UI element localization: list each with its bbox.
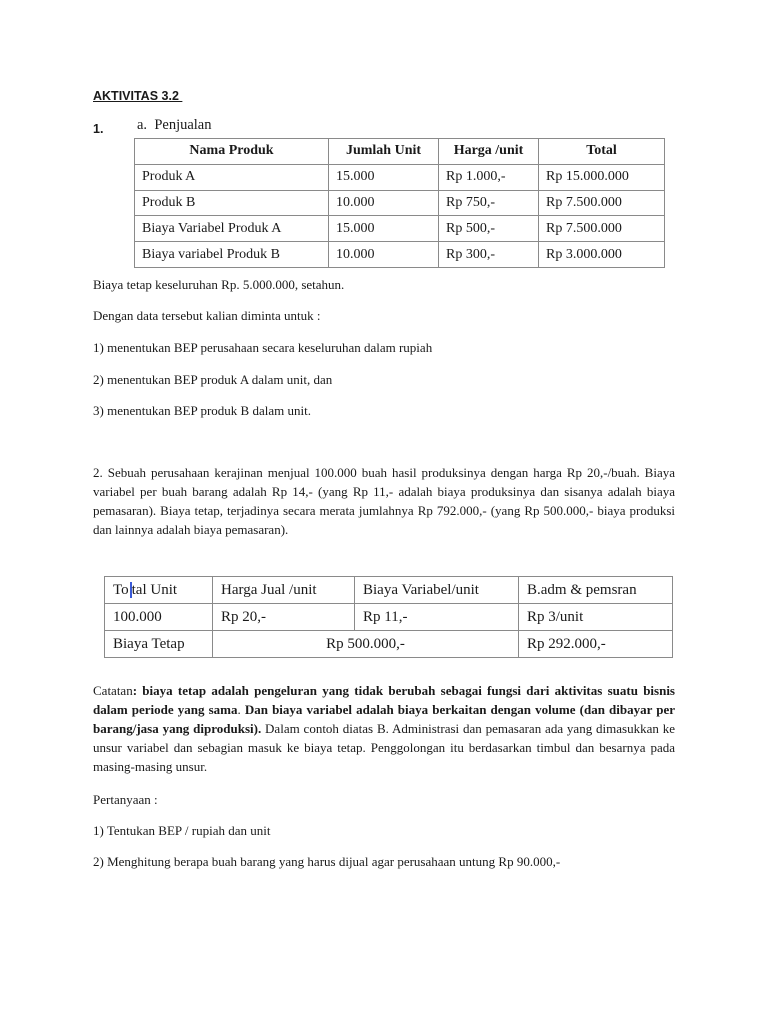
table-cell: Rp 750,- — [439, 190, 539, 216]
table-cell: Rp 3.000.000 — [539, 242, 665, 268]
note-bold: : biaya tetap adalah pengeluran yang tidak berubah sebagai fungsi dari aktivitas suatu bisnis dalam periode yang sama — [93, 683, 675, 717]
table-cell: Produk B — [135, 190, 329, 216]
table-cell: Rp 20,- — [213, 604, 355, 631]
cost-table — [104, 576, 673, 658]
table-cell: Biaya variabel Produk B — [135, 242, 329, 268]
table-cell: Biaya Tetap — [105, 631, 213, 658]
activity-heading: AKTIVITAS 3.2 — [93, 89, 183, 103]
table-header-row — [105, 577, 673, 604]
note-mid: . — [237, 702, 245, 717]
header-cell: Harga /unit — [439, 139, 539, 165]
task-item: 1) menentukan BEP perusahaan secara keseluruhan dalam rupiah — [93, 340, 433, 355]
table-cell: Biaya Variabel Produk A — [135, 216, 329, 242]
table-cell: Rp 7.500.000 — [539, 216, 665, 242]
instruction-text: Dengan data tersebut kalian diminta untuk : — [93, 308, 321, 323]
header-cell: B.adm & pemsran — [519, 577, 673, 604]
header-cell: Total — [539, 139, 665, 165]
header-cell — [105, 577, 213, 604]
questions-label: Pertanyaan : — [93, 792, 158, 807]
header-cell: Harga Jual /unit — [213, 577, 355, 604]
table-cell: Rp 7.500.000 — [539, 190, 665, 216]
header-text-part: To — [113, 581, 129, 598]
table-cell: Rp 1.000,- — [439, 164, 539, 190]
sub-label: a. — [137, 117, 148, 133]
task-item: 2) menentukan BEP produk A dalam unit, dan — [93, 372, 333, 387]
note-bold-2: Dan biaya variabel adalah biaya berkaitan dengan volume (dan dibayar per barang/jasa yang diproduksi). — [93, 702, 676, 736]
sales-table — [134, 138, 665, 268]
table-header-row — [135, 139, 665, 165]
table-cell: 15.000 — [329, 164, 439, 190]
header-text-part: tal Unit — [131, 581, 178, 598]
note-rest: Dalam contoh diatas B. Administrasi dan pemasaran ada yang dimasukkan ke unsur variabel dan sebagian masuk ke biaya tetap. Penggolongan itu berdasarkan timbul dan besarnya pada masing-masing unsur. — [93, 721, 675, 774]
sales-subtitle — [137, 117, 212, 134]
table-cell: Rp 500.000,- — [213, 631, 519, 658]
header-cell: Nama Produk — [135, 139, 329, 165]
table-row — [105, 631, 673, 658]
table-cell: Rp 11,- — [355, 604, 519, 631]
table-cell: 10.000 — [329, 242, 439, 268]
table-cell: 100.000 — [105, 604, 213, 631]
note-prefix: Catatan — [93, 683, 133, 698]
table-cell: Rp 15.000.000 — [539, 164, 665, 190]
table-cell: Rp 292.000,- — [519, 631, 673, 658]
table-cell: 10.000 — [329, 190, 439, 216]
table-cell: Rp 500,- — [439, 216, 539, 242]
table-cell: Produk A — [135, 164, 329, 190]
table-row — [135, 216, 665, 242]
question-2-paragraph: 2. Sebuah perusahaan kerajinan menjual 100.000 buah hasil produksinya dengan harga Rp 20,-/buah. Biaya variabel per buah barang adalah Rp 14,- (yang Rp 11,- adalah biaya produksinya dan sisanya adalah biaya pemasaran). Biaya tetap, terjadinya secara merata jumlahnya Rp 792.000,- (yang Rp 500.000,- biaya produksi dan lainnya adalah biaya pemasaran). — [93, 465, 675, 537]
table-cell: Rp 300,- — [439, 242, 539, 268]
fixed-cost-text: Biaya tetap keseluruhan Rp. 5.000.000, setahun. — [93, 277, 345, 292]
question-item: 1) Tentukan BEP / rupiah dan unit — [93, 823, 271, 838]
table-row — [135, 164, 665, 190]
table-row — [135, 190, 665, 216]
question-1-number: 1. — [93, 122, 104, 136]
question-item: 2) Menghitung berapa buah barang yang harus dijual agar perusahaan untung Rp 90.000,- — [93, 854, 561, 869]
table-cell: 15.000 — [329, 216, 439, 242]
header-cell: Jumlah Unit — [329, 139, 439, 165]
table-row — [135, 242, 665, 268]
header-cell: Biaya Variabel/unit — [355, 577, 519, 604]
table-row — [105, 604, 673, 631]
table-cell: Rp 3/unit — [519, 604, 673, 631]
task-item: 3) menentukan BEP produk B dalam unit. — [93, 403, 311, 418]
sub-title: Penjualan — [154, 117, 212, 133]
note-paragraph — [93, 681, 675, 776]
